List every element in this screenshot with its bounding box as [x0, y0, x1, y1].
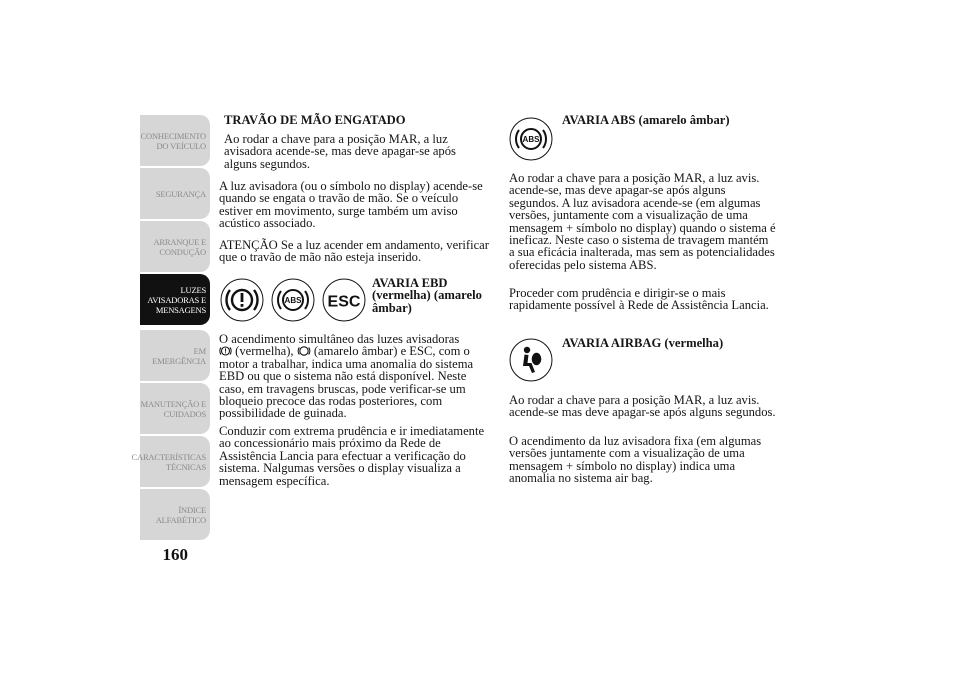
sidebar-item-label: LUZES AVISADORAS E MENSAGENS: [147, 284, 206, 315]
sidebar-item-emergencia[interactable]: [140, 330, 210, 381]
handbrake-title: TRAVÃO DE MÃO ENGATADO: [224, 113, 406, 127]
sidebar-item-label: ARRANQUE E CONDUÇÃO: [153, 236, 206, 257]
ebd-paragraph-2: Conduzir com extrema prudência e ir imediatamente ao concessionário mais próximo da Rede de Assistência Lancia para efectuar a verificação do sistema. Nalgumas versões o display visualiza a mensagem específica.: [219, 424, 485, 488]
ebd-paragraph-1-red: (vermelha),: [235, 344, 294, 359]
ebd-title: AVARIA EBD (vermelha) (amarelo âmbar): [372, 276, 482, 315]
sidebar-item-conhecimento[interactable]: [140, 115, 210, 166]
ebd-paragraph-1-end: (amarelo âmbar) e ESC, com o motor a trabalhar, indica uma anomalia do sistema EBD ou que o sistema não está disponível. Neste caso, em travagens bruscas, pode verificar-se um bloqueio precoce das rodas posteriores, com possibilidade de guinada.: [219, 344, 474, 421]
abs-title: AVARIA ABS (amarelo âmbar): [562, 113, 730, 127]
brake-warning-icon: [220, 278, 264, 322]
handbrake-paragraph-2: A luz avisadora (ou o símbolo no display) acende-se quando se engata o travão de mão. Se o veículo estiver em movimento, surge também um aviso acústico associado.: [219, 179, 483, 231]
sidebar-item-indice[interactable]: [140, 489, 210, 540]
sidebar-item-luzes[interactable]: [140, 274, 210, 325]
sidebar-item-label: MANUTENÇÃO E CUIDADOS: [140, 398, 206, 419]
airbag-warning-icon: [509, 338, 553, 382]
sidebar-item-label: ÍNDICE ALFABÉTICO: [155, 504, 206, 525]
sidebar-item-label: CARACTERÍSTICAS TÉCNICAS: [131, 451, 206, 472]
abs-paragraph-1: Ao rodar a chave para a posição MAR, a luz avis. acende-se, mas deve apagar-se após alguns segundos. A luz avisadora acende-se (em algumas versões, juntamente com a visualização de uma mensagem + símbolo no display) quando o sistema é ineficaz. Neste caso o sistema de travagem mantém a sua eficácia inalterada, mas sem as potencialidades oferecidas pelo sistema ABS.: [509, 171, 776, 272]
page-number: 160: [162, 545, 188, 564]
sidebar-item-label: CONHECIMENTO DO VEÍCULO: [140, 130, 206, 151]
sidebar-item-arranque[interactable]: [140, 221, 210, 272]
ebd-paragraph-1-start: O acendimento simultâneo das luzes avisadoras: [219, 332, 460, 346]
abs-warning-icon-large: [509, 117, 553, 161]
esc-warning-icon: [322, 278, 366, 322]
esc-icon-text: ESC: [327, 293, 361, 311]
abs-inline-icon: [297, 345, 311, 357]
handbrake-paragraph-3: ATENÇÃO Se a luz acender em andamento, verificar que o travão de mão não esteja inserido.: [219, 238, 489, 265]
ebd-paragraph-1: [219, 333, 493, 420]
airbag-title: AVARIA AIRBAG (vermelha): [562, 336, 724, 350]
sidebar-item-manutencao[interactable]: [140, 383, 210, 434]
abs-icon-text: ABS: [522, 135, 540, 144]
sidebar-item-label: SEGURANÇA: [155, 188, 206, 199]
brake-inline-icon: [219, 345, 232, 357]
handbrake-paragraph-1: Ao rodar a chave para a posição MAR, a luz avisadora acende-se, mas deve apagar-se após alguns segundos.: [224, 132, 456, 171]
abs-icon-text: ABS: [284, 296, 302, 305]
sidebar-item-label: EM EMERGÊNCIA: [152, 345, 206, 366]
sidebar-item-caracteristicas[interactable]: [131, 436, 210, 487]
airbag-paragraph-1: Ao rodar a chave para a posição MAR, a luz avis. acende-se mas deve apagar-se após alguns segundos.: [509, 393, 776, 420]
sidebar-item-seguranca[interactable]: [140, 168, 210, 219]
abs-warning-icon: [271, 278, 315, 322]
abs-paragraph-2: Proceder com prudência e dirigir-se o mais rapidamente possível à Rede de Assistência Lancia.: [509, 286, 769, 313]
airbag-paragraph-2: O acendimento da luz avisadora fixa (em algumas versões juntamente com a visualização de uma mensagem + símbolo no display) indica uma anomalia no sistema air bag.: [509, 434, 762, 486]
